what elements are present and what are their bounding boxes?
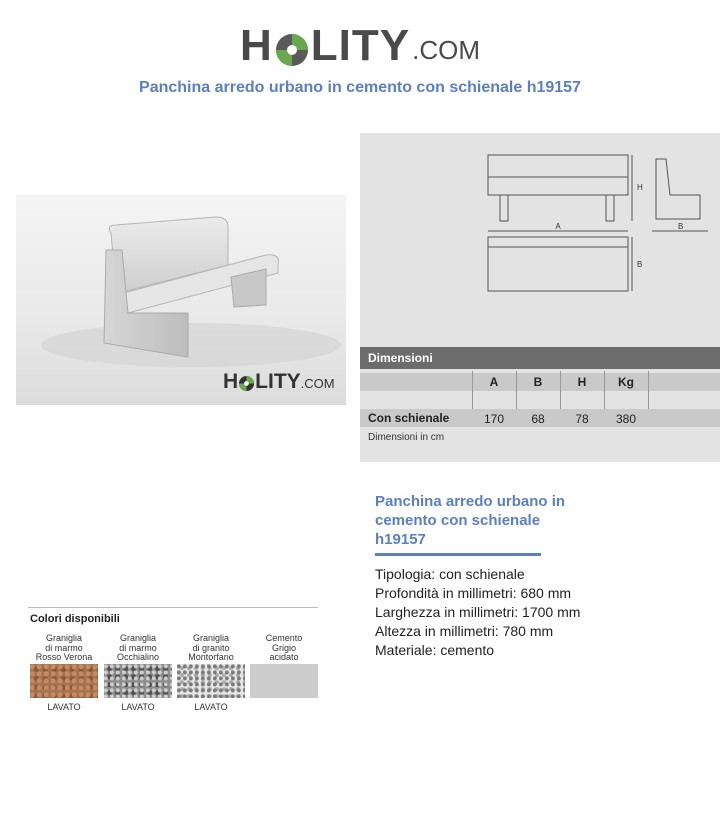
swatch-name-line: Occhialino — [116, 652, 160, 662]
swatch-name-line: Graniglia — [192, 633, 230, 643]
photo-watermark-logo — [223, 371, 335, 392]
dimensions-row — [360, 409, 720, 427]
swatch-name-line: acidato — [269, 652, 299, 662]
dimensions-note: Dimensioni in cm — [368, 432, 445, 443]
swatch-name — [104, 634, 172, 664]
product-photo — [16, 195, 346, 405]
swatch-name-line: Graniglia — [119, 633, 157, 643]
swatch-name-line: di marmo — [119, 642, 157, 653]
label-a: A — [555, 222, 561, 231]
swatch-finish: LAVATO — [194, 702, 228, 712]
swatch-chip — [177, 664, 245, 698]
swatch-name — [250, 634, 318, 664]
page-title: Panchina arredo urbano in cemento con schienale h19157 — [139, 79, 581, 96]
label-b-top: B — [637, 260, 643, 269]
product-specs — [375, 565, 580, 660]
dimensions-header: Dimensioni — [360, 347, 720, 369]
swatch-name-line: Grigio — [271, 642, 296, 653]
spec-width: Larghezza in millimetri: 1700 mm — [375, 604, 581, 620]
logo-text-h: H — [240, 21, 273, 70]
swatch-cemento-grigio[interactable] — [250, 634, 318, 702]
title-underline — [375, 553, 541, 556]
swatch-occhialino[interactable] — [104, 634, 172, 712]
value-kg: 380 — [615, 412, 637, 426]
product-title: Panchina arredo urbano in cemento con schienale h19157 — [375, 493, 566, 548]
swatch-name — [177, 634, 245, 664]
spec-typology: Tipologia: con schienale — [375, 566, 525, 582]
spec-depth: Profondità in millimetri: 680 mm — [375, 585, 572, 601]
spec-material: Materiale: cemento — [375, 642, 495, 658]
col-header-b: B — [533, 375, 543, 389]
dimensions-column-headers — [360, 373, 720, 391]
holity-logo[interactable] — [240, 18, 480, 68]
swatch-name-line: Rosso Verona — [35, 652, 93, 662]
col-header-a: A — [489, 375, 499, 389]
col-header-kg: Kg — [618, 375, 634, 389]
bench-drawing — [360, 133, 720, 343]
label-b-side: B — [678, 222, 684, 231]
spec-height: Altezza in millimetri: 780 mm — [375, 623, 554, 639]
logo-text-lity: LITY — [310, 21, 411, 70]
swatch-name-line: di granito — [192, 642, 230, 653]
colors-title: Colori disponibili — [30, 613, 120, 625]
technical-drawing-panel — [360, 133, 720, 462]
watermark-com: .COM — [300, 376, 335, 391]
watermark-lity: LITY — [255, 370, 301, 393]
swatch-montorfano[interactable] — [177, 634, 245, 712]
swatch-name-line: Montorfano — [188, 652, 234, 662]
swatch-chip — [250, 664, 318, 698]
swatch-chip — [104, 664, 172, 698]
row-label: Con schienale — [368, 411, 450, 425]
value-h: 78 — [575, 412, 589, 426]
watermark-h: H — [223, 370, 239, 393]
logo-o-icon — [274, 32, 310, 68]
col-header-h: H — [577, 375, 587, 389]
available-colors — [28, 605, 318, 715]
swatch-name-line: di marmo — [45, 642, 83, 653]
value-a: 170 — [483, 412, 505, 426]
label-h: H — [637, 183, 643, 192]
watermark-o-icon — [238, 375, 255, 392]
swatch-finish: LAVATO — [121, 702, 155, 712]
swatch-name-line: Cemento — [265, 633, 303, 643]
colors-divider — [28, 607, 318, 608]
swatch-finish: LAVATO — [47, 702, 81, 712]
swatch-name-line: Graniglia — [45, 633, 83, 643]
swatch-name — [30, 634, 98, 664]
swatch-rosso-verona[interactable] — [30, 634, 98, 712]
logo-text-com: .COM — [412, 35, 480, 65]
swatch-chip — [30, 664, 98, 698]
value-b: 68 — [531, 412, 545, 426]
